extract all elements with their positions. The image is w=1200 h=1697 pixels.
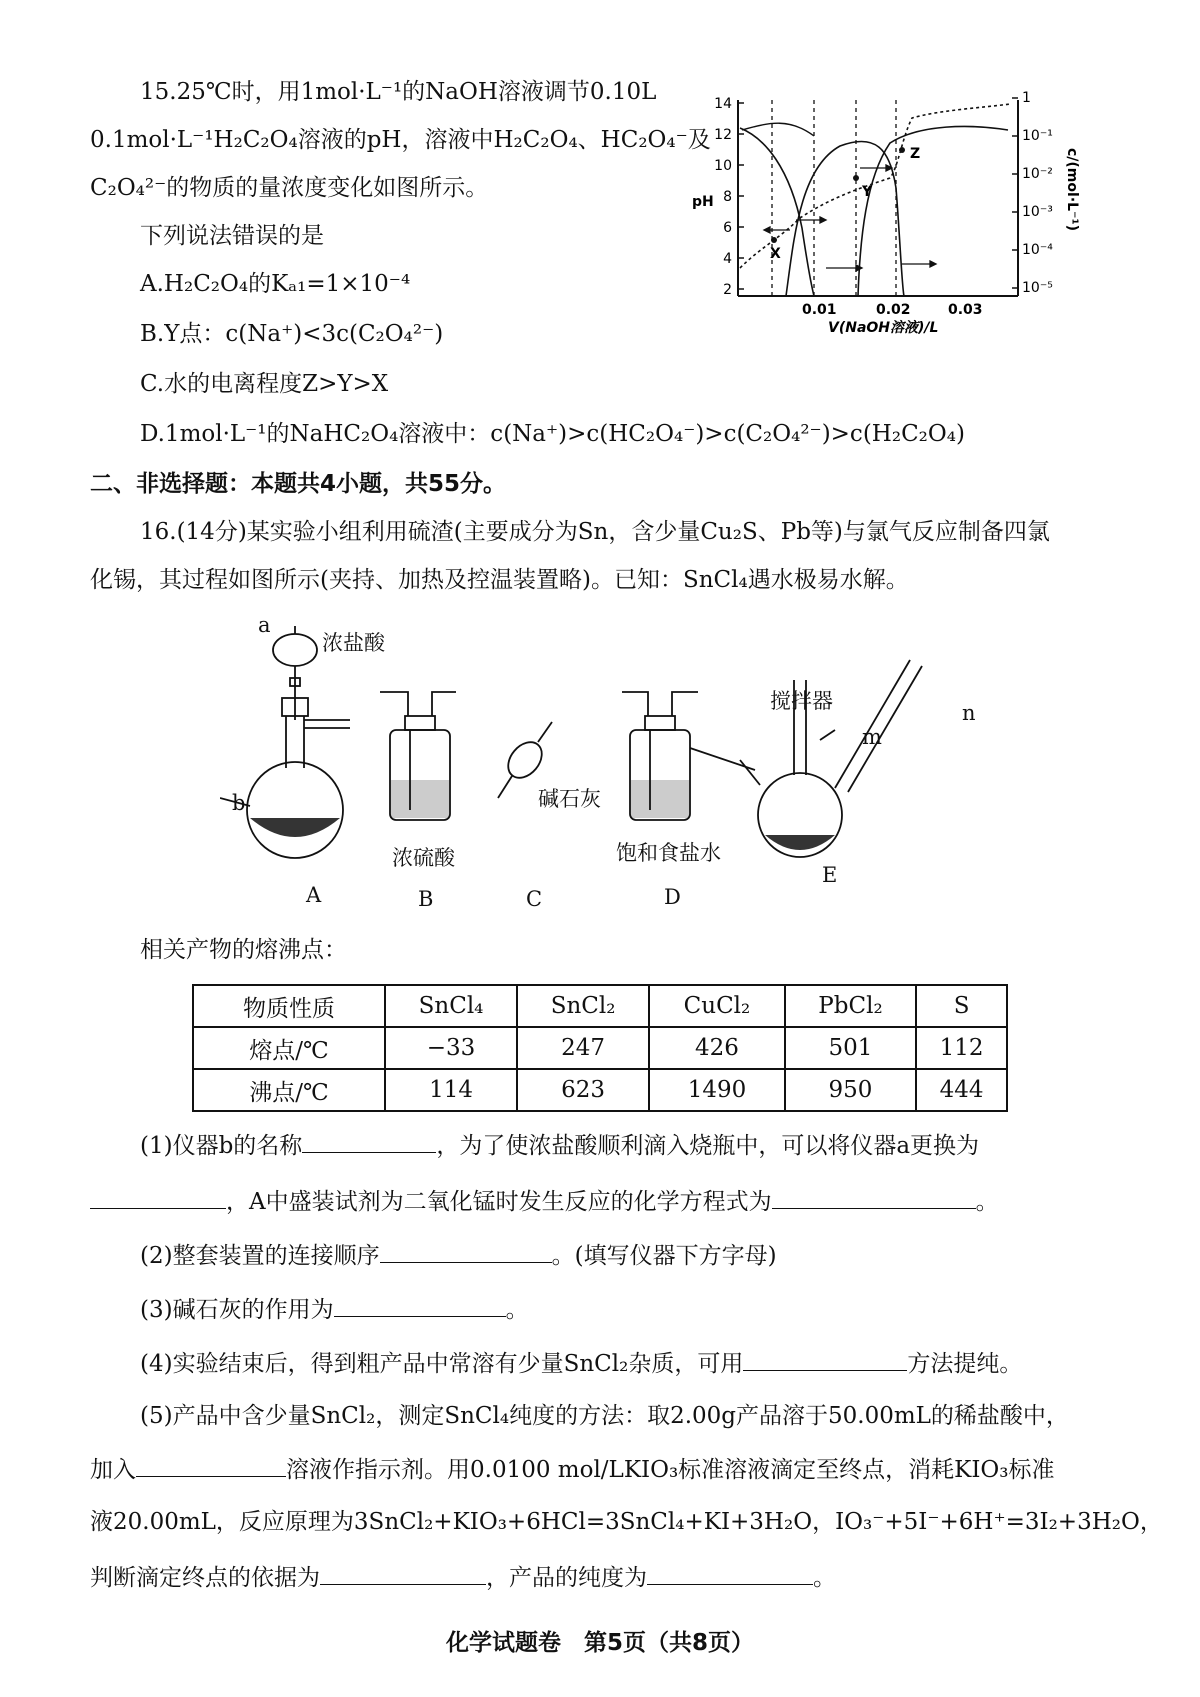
- y-tick: 6: [723, 220, 732, 236]
- y-right-tick: 10⁻²: [1022, 166, 1053, 182]
- table-intro: 相关产物的熔沸点：: [140, 937, 347, 963]
- y-tick: 10: [714, 158, 732, 174]
- y-right-label: c/(mol·L⁻¹): [1064, 148, 1080, 231]
- point-y-label: Y: [862, 184, 873, 200]
- answer-blank[interactable]: [136, 1452, 286, 1477]
- q16-part5-text: 溶液作指示剂。用0.0100 mol/LKIO₃标准溶液滴定至终点，消耗KIO₃标准: [286, 1457, 1055, 1483]
- q16-part4-text: 方法提纯。: [907, 1351, 1023, 1377]
- y-tick: 4: [723, 251, 732, 267]
- label-n: n: [962, 701, 976, 725]
- answer-blank[interactable]: [772, 1184, 976, 1209]
- table-header-cell: SnCl₂: [517, 985, 649, 1027]
- table-cell: 熔点/℃: [193, 1027, 385, 1069]
- table-cell: −33: [385, 1027, 517, 1069]
- y-tick: 12: [714, 127, 732, 143]
- table-row: [193, 1069, 1007, 1111]
- q16-part1-text: 。: [975, 1189, 999, 1215]
- q15-option-b: B.Y点：c(Na⁺)<3c(C₂O₄²⁻): [140, 321, 444, 347]
- q16-part4: [140, 1346, 1022, 1380]
- q15-option-c: C.水的电离程度Z>Y>X: [140, 371, 389, 397]
- table-cell: 444: [916, 1069, 1007, 1111]
- q16-part1-text: (1)仪器b的名称: [140, 1133, 303, 1159]
- table-cell: 501: [785, 1027, 916, 1069]
- q16-part5-text: 判断滴定终点的依据为: [90, 1565, 320, 1591]
- y-tick: 2: [723, 282, 732, 298]
- table-header-cell: SnCl₄: [385, 985, 517, 1027]
- table-cell: 426: [649, 1027, 785, 1069]
- table-header-cell: S: [916, 985, 1007, 1027]
- table-row: [193, 1027, 1007, 1069]
- y-right-tick: 10⁻³: [1022, 204, 1053, 220]
- q16-part5-text: 加入: [90, 1457, 136, 1483]
- table-header-row: [193, 985, 1007, 1027]
- point-x-label: X: [770, 246, 781, 262]
- q16-part1-text: ，为了使浓盐酸顺利滴入烧瓶中，可以将仪器a更换为: [436, 1133, 980, 1159]
- table-cell: 950: [785, 1069, 916, 1111]
- label-soda-lime: 碱石灰: [538, 787, 601, 811]
- label-saturated-brine: 饱和食盐水: [616, 841, 721, 865]
- table-cell: 沸点/℃: [193, 1069, 385, 1111]
- table-cell: 623: [517, 1069, 649, 1111]
- table-header-cell: 物质性质: [193, 985, 385, 1027]
- q16-part5-text: 。: [813, 1565, 836, 1591]
- q16-part5-text: ，产品的纯度为: [486, 1565, 647, 1591]
- section2-title: 二、非选择题：本题共4小题，共55分。: [90, 471, 507, 497]
- q16-part1-line2: [90, 1184, 999, 1218]
- q16-part1-line1: [140, 1128, 979, 1162]
- answer-blank[interactable]: [743, 1346, 907, 1371]
- q16-intro-line1: 16.(14分)某实验小组利用硫渣(主要成分为Sn，含少量Cu₂S、Pb等)与氯气反应制备四氯: [140, 519, 1050, 545]
- y-right-tick: 10⁻¹: [1022, 128, 1053, 144]
- table-cell: 247: [517, 1027, 649, 1069]
- label-A: A: [306, 883, 322, 907]
- x-tick: 0.02: [876, 302, 911, 318]
- table-header-cell: CuCl₂: [649, 985, 785, 1027]
- y-tick: 14: [714, 96, 732, 112]
- y-tick: 8: [723, 189, 732, 205]
- melting-boiling-table: [192, 984, 1008, 1112]
- q16-part3-text: 。: [505, 1297, 529, 1323]
- q16-part5-line4: [90, 1560, 836, 1594]
- x-tick: 0.03: [948, 302, 983, 318]
- q16-part5-line1: (5)产品中含少量SnCl₂，测定SnCl₄纯度的方法：取2.00g产品溶于50.00mL的稀盐酸中，: [140, 1403, 1069, 1429]
- y-right-tick: 1: [1022, 90, 1031, 106]
- q16-part5-line2: [90, 1452, 1055, 1486]
- answer-blank[interactable]: [302, 1128, 436, 1153]
- q15-titration-graph: [690, 88, 1090, 350]
- q16-part3-text: (3)碱石灰的作用为: [140, 1297, 334, 1323]
- label-conc-hcl: 浓盐酸: [322, 631, 385, 655]
- q16-part2-text: 。(填写仪器下方字母): [551, 1243, 777, 1269]
- table-header-cell: PbCl₂: [785, 985, 916, 1027]
- label-stirrer: 搅拌器: [770, 689, 833, 713]
- label-C: C: [526, 887, 543, 911]
- label-b: b: [232, 791, 246, 815]
- label-E: E: [822, 863, 838, 887]
- answer-blank[interactable]: [647, 1560, 813, 1585]
- q15-option-d: D.1mol·L⁻¹的NaHC₂O₄溶液中：c(Na⁺)>c(HC₂O₄⁻)>c(C₂O₄²⁻)>c(H₂C₂O₄): [140, 421, 965, 447]
- page-footer: 化学试题卷 第5页（共8页）: [445, 1630, 754, 1656]
- q15-line2: 0.1mol·L⁻¹H₂C₂O₄溶液的pH，溶液中H₂C₂O₄、HC₂O₄⁻及: [90, 127, 711, 153]
- label-D: D: [664, 885, 681, 909]
- q16-part2-text: (2)整套装置的连接顺序: [140, 1243, 380, 1269]
- q15-line1: 15.25℃时，用1mol·L⁻¹的NaOH溶液调节0.10L: [140, 79, 657, 105]
- q16-intro-line2: 化锡，其过程如图所示(夹持、加热及控温装置略)。已知：SnCl₄遇水极易水解。: [90, 567, 909, 593]
- q15-option-a: A.H₂C₂O₄的Kₐ₁=1×10⁻⁴: [140, 271, 411, 297]
- y-right-tick: 10⁻⁴: [1022, 242, 1053, 258]
- answer-blank[interactable]: [380, 1238, 552, 1263]
- q15-prompt: 下列说法错误的是: [140, 223, 324, 249]
- y-right-tick: 10⁻⁵: [1022, 280, 1053, 296]
- table-cell: 112: [916, 1027, 1007, 1069]
- table-cell: 114: [385, 1069, 517, 1111]
- apparatus-diagram: [220, 620, 1000, 920]
- label-conc-h2so4: 浓硫酸: [392, 846, 455, 870]
- q16-part1-text: ，A中盛装试剂为二氧化锰时发生反应的化学方程式为: [226, 1189, 772, 1215]
- table-cell: 1490: [649, 1069, 785, 1111]
- answer-blank[interactable]: [90, 1184, 226, 1209]
- q15-line3: C₂O₄²⁻的物质的量浓度变化如图所示。: [90, 175, 489, 201]
- q16-part3: [140, 1292, 529, 1326]
- answer-blank[interactable]: [320, 1560, 486, 1585]
- y-left-label: pH: [692, 194, 714, 210]
- label-m: m: [862, 725, 882, 749]
- point-z-label: Z: [910, 146, 921, 162]
- q16-part4-text: (4)实验结束后，得到粗产品中常溶有少量SnCl₂杂质，可用: [140, 1351, 744, 1377]
- q16-part2: [140, 1238, 777, 1272]
- label-B: B: [418, 887, 434, 911]
- label-a: a: [258, 620, 271, 637]
- x-axis-label: V(NaOH溶液)/L: [828, 320, 939, 336]
- x-tick: 0.01: [802, 302, 837, 318]
- answer-blank[interactable]: [334, 1292, 506, 1317]
- q16-part5-line3: 液20.00mL，反应原理为3SnCl₂+KIO₃+6HCl=3SnCl₄+KI+3H₂O，IO₃⁻+5I⁻+6H⁺=3I₂+3H₂O，: [90, 1509, 1163, 1535]
